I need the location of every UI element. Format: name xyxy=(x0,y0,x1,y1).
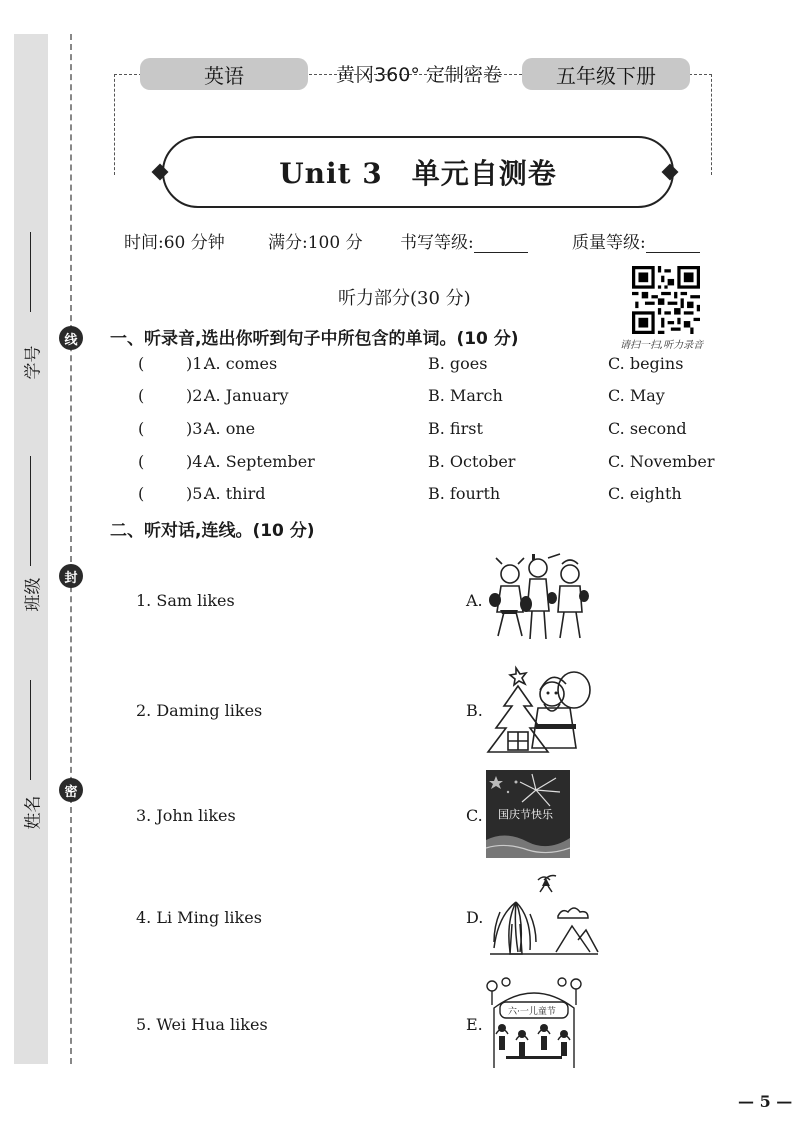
listening-part-title: 听力部分(30 分) xyxy=(338,288,471,309)
children-lanterns-picture[interactable] xyxy=(486,552,592,648)
option-c: C. May xyxy=(608,386,665,405)
class-label: 班级 xyxy=(23,577,44,612)
option-c: C. second xyxy=(608,419,687,438)
match-letter-a: A. xyxy=(466,591,483,610)
writing-grade-blank[interactable] xyxy=(474,236,528,253)
option-b: B. October xyxy=(428,452,516,471)
match-item-5: 5. Wei Hua likes xyxy=(136,1015,268,1034)
match-item-1: 1. Sam likes xyxy=(136,591,235,610)
match-item-3: 3. John likes xyxy=(136,806,236,825)
answer-bracket[interactable]: ( xyxy=(138,386,145,405)
question-row xyxy=(138,484,738,508)
option-c: C. November xyxy=(608,452,715,471)
question-number: )1. xyxy=(186,354,208,373)
answer-bracket[interactable]: ( xyxy=(138,354,145,373)
pic-e-banner: 六·一儿童节 xyxy=(508,1007,556,1017)
option-b: B. fourth xyxy=(428,484,501,503)
time-info: 时间:60 分钟 xyxy=(124,233,225,253)
match-letter-e: E. xyxy=(466,1015,483,1034)
seal-close-dot: 密 xyxy=(59,778,83,802)
qr-code-icon[interactable] xyxy=(632,266,700,334)
subject-pill: 英语 xyxy=(140,58,308,90)
page-number: — 5 — xyxy=(738,1092,793,1111)
match-letter-c: C. xyxy=(466,806,483,825)
question-row xyxy=(138,354,738,378)
question-number: )4. xyxy=(186,452,208,471)
name-label: 姓名 xyxy=(23,795,44,830)
seal-line-dot: 线 xyxy=(59,326,83,350)
spring-willow-picture[interactable] xyxy=(486,872,600,958)
option-c: C. eighth xyxy=(608,484,682,503)
seal-fold-dot: 封 xyxy=(59,564,83,588)
section2-title: 二、听对话,连线。(10 分) xyxy=(110,521,315,541)
question-row xyxy=(138,419,738,443)
quality-grade-blank[interactable] xyxy=(646,236,700,253)
question-number: )5. xyxy=(186,484,208,503)
option-b: B. first xyxy=(428,419,483,438)
match-letter-b: B. xyxy=(466,701,483,720)
page-title: Unit 3 单元自测卷 xyxy=(162,136,674,208)
option-b: B. goes xyxy=(428,354,488,373)
option-a: A. September xyxy=(204,452,315,471)
option-a: A. January xyxy=(204,386,289,405)
answer-bracket[interactable]: ( xyxy=(138,419,145,438)
option-a: A. comes xyxy=(204,354,278,373)
class-line xyxy=(30,456,31,566)
option-b: B. March xyxy=(428,386,503,405)
national-day-fireworks-picture[interactable] xyxy=(486,770,570,858)
christmas-tree-santa-picture[interactable] xyxy=(486,664,592,756)
childrens-day-picture[interactable] xyxy=(486,976,582,1074)
full-score-info: 满分:100 分 xyxy=(268,233,363,253)
answer-bracket[interactable]: ( xyxy=(138,484,145,503)
match-item-4: 4. Li Ming likes xyxy=(136,908,262,927)
question-number: )2. xyxy=(186,386,208,405)
answer-bracket[interactable]: ( xyxy=(138,452,145,471)
section1-title: 一、听录音,选出你听到句子中所包含的单词。(10 分) xyxy=(110,329,519,349)
question-row xyxy=(138,452,738,476)
option-a: A. third xyxy=(204,484,266,503)
question-number: )3. xyxy=(186,419,208,438)
option-c: C. begins xyxy=(608,354,684,373)
seal-dashed-line xyxy=(70,34,72,1064)
match-item-2: 2. Daming likes xyxy=(136,701,263,720)
series-name: 黄冈360° 定制密卷 xyxy=(336,64,502,86)
student-id-label: 学号 xyxy=(23,345,44,380)
grade-pill: 五年级下册 xyxy=(522,58,690,90)
pic-c-caption: 国庆节快乐 xyxy=(498,808,553,821)
student-id-line xyxy=(30,232,31,312)
name-line xyxy=(30,680,31,780)
question-row xyxy=(138,386,738,410)
match-letter-d: D. xyxy=(466,908,484,927)
option-a: A. one xyxy=(204,419,256,438)
binding-margin xyxy=(14,34,48,1064)
qr-caption: 请扫一扫,听力录音 xyxy=(620,340,704,351)
writing-grade: 书写等级: xyxy=(400,228,528,253)
quality-grade: 质量等级: xyxy=(572,228,700,253)
